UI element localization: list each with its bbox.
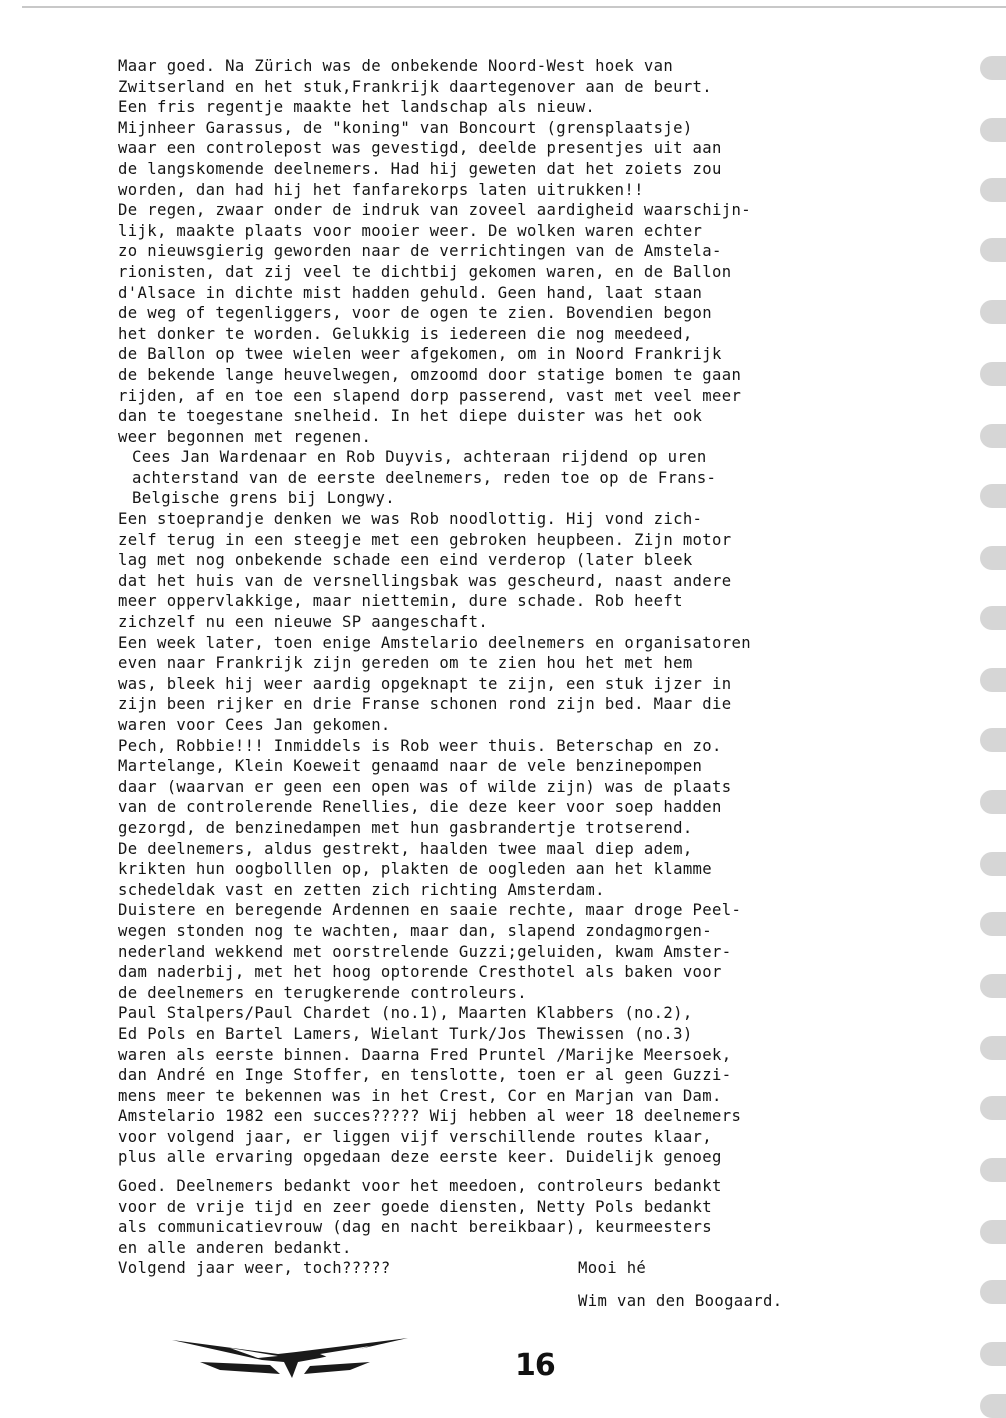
final-line-row: [118, 1258, 948, 1279]
text-line: dam naderbij, met het hoog optorende Cresthotel als baken voor: [118, 963, 722, 982]
text-line: als communicatievrouw (dag en nacht bereikbaar), keurmeesters: [118, 1218, 713, 1237]
punch-hole: [980, 546, 1006, 570]
punch-hole: [980, 56, 1006, 80]
text-line: zichzelf nu een nieuwe SP aangeschaft.: [118, 613, 489, 632]
text-line: Mijnheer Garassus, de "koning" van Boncourt (grensplaatsje): [118, 118, 693, 137]
punch-hole: [980, 238, 1006, 262]
text-line: schedeldak vast en zetten zich richting Amsterdam.: [118, 880, 605, 899]
punch-hole: [980, 974, 1006, 998]
punch-hole: [980, 1280, 1006, 1304]
text-line: voor volgend jaar, er liggen vijf verschillende routes klaar,: [118, 1127, 713, 1146]
text-line: mens meer te bekennen was in het Crest, Cor en Marjan van Dam.: [118, 1086, 722, 1105]
punch-hole: [980, 484, 1006, 508]
text-line: wegen stonden nog te wachten, maar dan, slapend zondagmorgen-: [118, 921, 713, 940]
text-line: Amstelario 1982 een succes????? Wij hebben al weer 18 deelnemers: [118, 1107, 742, 1126]
page-number: 16: [515, 1348, 555, 1383]
text-line: achterstand van de eerste deelnemers, reden toe op de Frans-: [132, 468, 717, 487]
text-line: Zwitserland en het stuk,Frankrijk daartegenover aan de beurt.: [118, 77, 713, 96]
punch-hole: [980, 1342, 1006, 1366]
final-question: Volgend jaar weer, toch?????: [118, 1259, 391, 1278]
text-line: Een fris regentje maakte het landschap als nieuw.: [118, 98, 596, 117]
text-line: Maar goed. Na Zürich was de onbekende Noord-West hoek van: [118, 57, 674, 75]
text-line: de Ballon op twee wielen weer afgekomen, om in Noord Frankrijk: [118, 345, 722, 364]
punch-hole: [980, 118, 1006, 142]
text-line: dan te toegestane snelheid. In het diepe duister was het ook: [118, 407, 703, 426]
text-line: Goed. Deelnemers bedankt voor het meedoen, controleurs bedankt: [118, 1177, 722, 1196]
text-line: voor de vrije tijd en zeer goede diensten, Netty Pols bedankt: [118, 1197, 713, 1216]
punch-hole: [980, 728, 1006, 752]
punch-hole: [980, 668, 1006, 692]
text-line: d'Alsace in dichte mist hadden gehuld. Geen hand, laat staan: [118, 283, 703, 302]
text-line: rijden, af en toe een slapend dorp passerend, vast met veel meer: [118, 386, 742, 405]
text-line: de deelnemers en terugkerende controleurs.: [118, 983, 528, 1002]
text-line: de langskomende deelnemers. Had hij geweten dat het zoiets zou: [118, 159, 722, 178]
punch-hole: [980, 300, 1006, 324]
text-line: dat het huis van de versnellingsbak was gescheurd, naast andere: [118, 571, 732, 590]
text-line: gezorgd, de benzinedampen met hun gasbrandertje trotserend.: [118, 818, 693, 837]
text-line: rionisten, dat zij veel te dichtbij gekomen waren, en de Ballon: [118, 262, 732, 281]
article-body: [118, 56, 948, 1168]
text-line: Paul Stalpers/Paul Chardet (no.1), Maarten Klabbers (no.2),: [118, 1004, 693, 1023]
text-line: waar een controlepost was gevestigd, deelde presentjes uit aan: [118, 139, 722, 158]
punch-hole: [980, 1220, 1006, 1244]
text-line: De deelnemers, aldus gestrekt, haalden twee maal diep adem,: [118, 839, 693, 858]
closing-paragraph: [118, 1176, 948, 1258]
typed-article: [118, 56, 948, 1312]
text-line: De regen, zwaar onder de indruk van zoveel aardigheid waarschijn-: [118, 201, 751, 220]
text-line: was, bleek hij weer aardig opgeknapt te zijn, een stuk ijzer in: [118, 674, 732, 693]
punch-hole: [980, 178, 1006, 202]
text-line: meer oppervlakkige, maar niettemin, dure schade. Rob heeft: [118, 592, 683, 611]
punch-hole: [980, 790, 1006, 814]
text-line: de bekende lange heuvelwegen, omzoomd door statige bomen te gaan: [118, 365, 742, 384]
text-line: Belgische grens bij Longwy.: [132, 489, 395, 508]
text-line: dan André en Inge Stoffer, en tenslotte, toen er al geen Guzzi-: [118, 1066, 732, 1085]
text-line: en alle anderen bedankt.: [118, 1238, 352, 1257]
text-line: Cees Jan Wardenaar en Rob Duyvis, achteraan rijdend op uren: [132, 448, 707, 467]
text-line: daar (waarvan er geen een open was of wilde zijn) was de plaats: [118, 777, 732, 796]
text-line: weer begonnen met regenen.: [118, 427, 372, 446]
text-line: nederland wekkend met oorstrelende Guzzi;geluiden, kwam Amster-: [118, 942, 732, 961]
punch-hole: [980, 1036, 1006, 1060]
text-line: zelf terug in een steegje met een gebroken heupbeen. Zijn motor: [118, 530, 732, 549]
text-line: Martelange, Klein Koeweit genaamd naar de vele benzinepompen: [118, 757, 703, 776]
punch-hole: [980, 852, 1006, 876]
punch-hole: [980, 1096, 1006, 1120]
text-line: lijk, maakte plaats voor mooier weer. De wolken waren echter: [118, 221, 703, 240]
author-signature: Wim van den Boogaard.: [578, 1292, 783, 1311]
page-top-edge: [22, 6, 1006, 8]
text-line: Een stoeprandje denken we was Rob noodlottig. Hij vond zich-: [118, 510, 703, 529]
text-line: Duistere en beregende Ardennen en saaie rechte, maar droge Peel-: [118, 901, 742, 920]
punch-hole: [980, 1158, 1006, 1182]
text-line: Pech, Robbie!!! Inmiddels is Rob weer thuis. Beterschap en zo.: [118, 736, 722, 755]
text-line: de weg of tegenliggers, voor de ogen te zien. Bovendien begon: [118, 304, 713, 323]
text-line: Een week later, toen enige Amstelario deelnemers en organisatoren: [118, 633, 751, 652]
text-line: lag met nog onbekende schade een eind verderop (later bleek: [118, 551, 693, 570]
text-line: van de controlerende Renellies, die deze keer voor soep hadden: [118, 798, 722, 817]
text-line: zo nieuwsgierig geworden naar de verrichtingen van de Amstela-: [118, 242, 722, 261]
mooi-he-remark: Mooi hé: [578, 1259, 647, 1278]
punch-hole: [980, 424, 1006, 448]
punch-hole: [980, 1394, 1006, 1418]
text-line: plus alle ervaring opgedaan deze eerste keer. Duidelijk genoeg: [118, 1148, 722, 1167]
punch-hole: [980, 912, 1006, 936]
text-line: waren als eerste binnen. Daarna Fred Pruntel /Marijke Meersoek,: [118, 1045, 732, 1064]
text-line: het donker te worden. Gelukkig is iedereen die nog meedeed,: [118, 324, 693, 343]
text-line: krikten hun oogbolllen op, plakten de oogleden aan het klamme: [118, 860, 713, 879]
text-line: waren voor Cees Jan gekomen.: [118, 716, 391, 734]
winged-emblem-icon: [170, 1332, 410, 1382]
punch-hole: [980, 606, 1006, 630]
text-line: even naar Frankrijk zijn gereden om te zien hou het met hem: [118, 654, 693, 673]
text-line: worden, dan had hij het fanfarekorps laten uitrukken!!: [118, 180, 644, 199]
text-line: zijn been rijker en drie Franse schonen rond zijn bed. Maar die: [118, 695, 732, 714]
punch-hole: [980, 362, 1006, 386]
text-line: Ed Pols en Bartel Lamers, Wielant Turk/Jos Thewissen (no.3): [118, 1024, 693, 1043]
